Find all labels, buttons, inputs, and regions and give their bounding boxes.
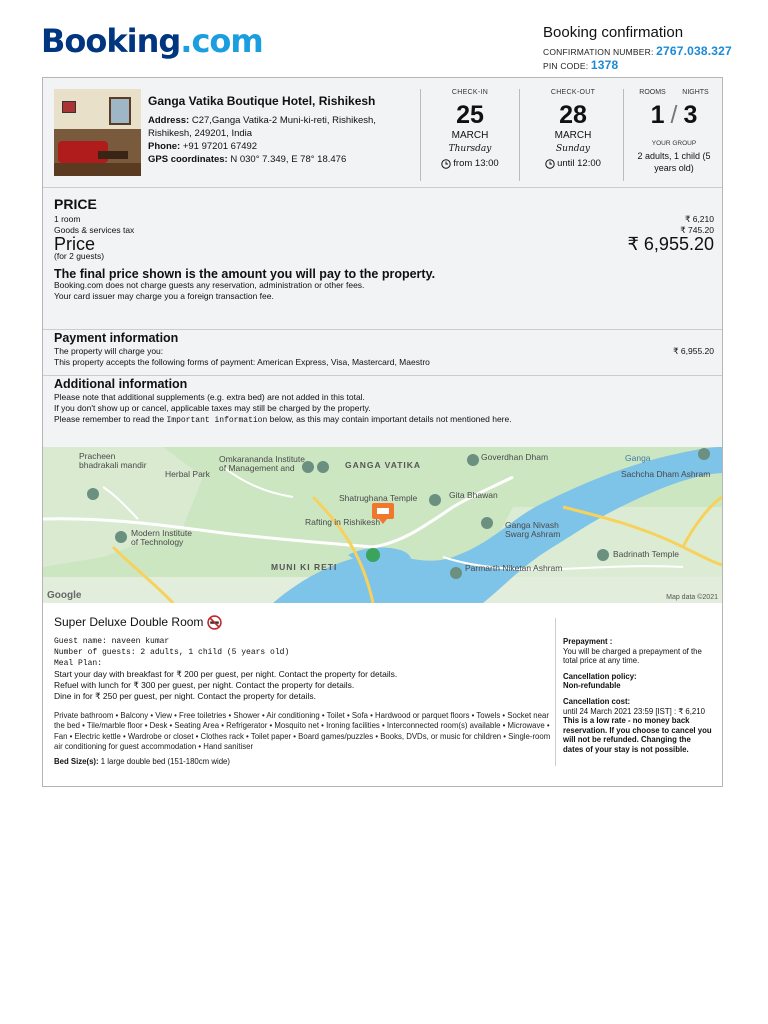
room-price-label: 1 room <box>54 214 81 224</box>
cancellation-cost-text: until 24 March 2021 23:59 [IST] : ₹ 6,210 <box>563 706 705 716</box>
divider <box>519 89 520 181</box>
guest-count: Number of guests: 2 adults, 1 child (5 years old) <box>54 647 290 657</box>
map-label: GANGA VATIKA <box>345 460 422 470</box>
additional-line-1: Please note that additional supplements (e.g. extra bed) are not added in this total. <box>54 392 365 402</box>
map-label: of Technology <box>131 537 184 547</box>
logo-dot: . <box>180 22 192 60</box>
clock-icon <box>441 159 451 169</box>
bed-size-value: 1 large double bed (151-180cm wide) <box>100 757 230 767</box>
check-out-label: CHECK-OUT <box>550 89 596 96</box>
booking-logo <box>41 22 263 60</box>
meal-dinner: Dine in for ₹ 250 per guest, per night. Contact the property for details. <box>54 690 316 701</box>
additional-line-3 <box>54 414 714 426</box>
map-label: Shatrughana Temple <box>339 493 418 503</box>
payment-section <box>54 333 714 368</box>
map-label: Parmarth Niketan Ashram <box>465 563 563 573</box>
phone-label: Phone: <box>148 141 181 152</box>
clock-icon <box>545 159 555 169</box>
divider <box>420 89 421 181</box>
divider <box>555 618 556 766</box>
gps-value: N 030° 7.349, E 78° 18.476 <box>230 154 347 165</box>
meal-breakfast: Start your day with breakfast for ₹ 200 per guest, per night. Contact the property for details. <box>54 669 398 680</box>
map-label: Swarg Ashram <box>505 529 561 539</box>
payment-heading: Payment information <box>54 331 179 345</box>
nights-count: 3 <box>683 101 698 129</box>
hotel-gps <box>148 153 408 166</box>
map-label: Gita Bhawan <box>449 490 498 500</box>
confirmation-number-line <box>543 44 732 58</box>
cancellation-cost-label: Cancellation cost: <box>563 696 631 706</box>
divider <box>623 89 624 181</box>
final-price-heading: The final price shown is the amount you will pay to the property. <box>54 267 436 281</box>
check-out-block <box>535 89 611 169</box>
prepayment-label: Prepayment : <box>563 637 613 646</box>
map-label: Ganga <box>625 453 651 463</box>
booking-summary-panel <box>43 78 722 447</box>
nights-label: NIGHTS <box>682 89 709 96</box>
cancellation-policy-label: Cancellation policy: <box>563 671 637 681</box>
room-price-value: ₹ 6,210 <box>684 214 714 224</box>
map-label: bhadrakali mandir <box>79 460 147 470</box>
confirmation-number-label: CONFIRMATION NUMBER: <box>543 47 654 57</box>
address-label: Address: <box>148 115 190 126</box>
hotel-photo <box>54 89 141 176</box>
phone-value: +91 97201 67492 <box>182 141 258 152</box>
charge-label: The property will charge you: <box>54 346 164 356</box>
hotel-phone <box>148 140 408 153</box>
room-details <box>54 615 554 768</box>
check-in-time <box>432 158 508 169</box>
google-logo: Google <box>47 590 82 601</box>
map-label: Modern Institute <box>131 528 192 538</box>
hotel-details <box>148 95 408 166</box>
tax-value: ₹ 745.20 <box>680 225 714 235</box>
meal-plan-label: Meal Plan: <box>54 658 103 668</box>
rooms-count: 1 <box>650 101 665 129</box>
map-label: Goverdhan Dham <box>481 452 549 462</box>
confirmation-header <box>543 24 732 72</box>
check-in-weekday: Thursday <box>448 144 492 154</box>
cancellation-policy-value: Non-refundable <box>563 681 621 691</box>
additional-heading: Additional information <box>54 377 188 391</box>
map-attribution: Map data ©2021 <box>666 594 718 601</box>
map-label: of Management and <box>219 463 295 473</box>
additional-line-2: If you don't show up or cancel, applicable taxes may still be charged by the property. <box>54 403 371 413</box>
map-label: Ganga Nivash <box>505 520 559 530</box>
room-title: Super Deluxe Double Room <box>54 615 204 630</box>
section-divider <box>43 375 722 376</box>
additional-line-3-a: Please remember to read the <box>54 414 165 424</box>
price-section <box>54 196 714 302</box>
map-label: MUNI KI RETI <box>271 562 338 572</box>
stay-summary <box>631 89 717 174</box>
check-out-day: 28 <box>559 101 587 129</box>
card-issuer-note: Your card issuer may charge you a foreign transaction fee. <box>54 291 274 301</box>
prepayment-text: You will be charged a prepayment of the total price at any time. <box>563 646 702 666</box>
rooms-nights-separator: / <box>670 101 678 129</box>
confirmation-number: 2767.038.327 <box>656 44 732 58</box>
non-refundable-warning: This is a low rate - no money back reservation. If you choose to cancel you will not be refunded. Changing the dates of your stay is not possible. <box>563 716 712 754</box>
map-label: Herbal Park <box>165 469 210 479</box>
check-in-block <box>432 89 508 169</box>
check-in-day: 25 <box>456 101 484 129</box>
charge-value: ₹ 6,955.20 <box>673 346 714 356</box>
important-information-link[interactable]: Important information <box>166 416 268 425</box>
additional-line-3-c: below, as this may contain important details not mentioned here. <box>269 414 512 424</box>
bed-size-label: Bed Size(s): <box>54 757 99 767</box>
hotel-address <box>148 114 408 140</box>
map-label: Pracheen <box>79 451 116 461</box>
policy-panel <box>563 637 713 761</box>
check-out-time <box>535 158 611 169</box>
no-smoking-icon <box>207 615 222 630</box>
fees-note: Booking.com does not charge guests any reservation, administration or other fees. <box>54 280 365 290</box>
guest-name: Guest name: naveen kumar <box>54 637 170 646</box>
hotel-name: Ganga Vatika Boutique Hotel, Rishikesh <box>148 94 376 108</box>
total-price-value: ₹ 6,955.20 <box>627 234 714 254</box>
bed-size <box>54 757 554 768</box>
location-map[interactable] <box>43 447 722 603</box>
additional-info-section <box>54 379 714 426</box>
group-label: YOUR GROUP <box>651 140 697 147</box>
check-out-month: MARCH <box>554 130 592 141</box>
confirmation-card <box>42 77 723 787</box>
price-heading: PRICE <box>54 196 97 212</box>
check-out-weekday: Sunday <box>556 144 590 154</box>
address-value: C27,Ganga Vatika-2 Muni-ki-reti, Rishikesh, Rishikesh, 249201, India <box>148 115 376 139</box>
tax-label: Goods & services tax <box>54 225 135 235</box>
logo-brand: Booking <box>41 22 181 60</box>
map-label: Omkarananda Institute <box>219 454 305 464</box>
pin-code-label: PIN CODE: <box>543 61 589 71</box>
check-in-time-text: from 13:00 <box>453 158 499 169</box>
check-out-time-text: until 12:00 <box>557 158 601 169</box>
total-price-label: Price <box>54 234 96 254</box>
pin-code: 1378 <box>590 58 619 72</box>
check-in-month: MARCH <box>451 130 489 141</box>
map-label: Sachcha Dham Ashram <box>621 469 711 479</box>
logo-tld: com <box>191 22 263 60</box>
check-in-label: CHECK-IN <box>451 89 489 96</box>
guests-note: (for 2 guests) <box>54 251 105 261</box>
amenities-list: Private bathroom • Balcony • View • Free toiletries • Shower • Air conditioning • Toilet • Sofa • Hardwood or parquet floors • Towels • Socket near the bed • Tile/marble floor • Desk • Seating Area • Refrigerator • Mosquito net • Ironing facilities • Interconnected room(s) available • Microwave • Fan • Electric kettle • Wardrobe or closet • Clothes rack • Toilet paper • Board games/puzzles • Books, DVDs, or music for children • Single-room air conditioning for guest accommodation • Hand sanitiser <box>54 710 551 751</box>
section-divider <box>43 187 722 188</box>
pin-code-line <box>543 58 732 72</box>
group-value: 2 adults, 1 child (5 years old) <box>637 151 711 173</box>
rooms-label: ROOMS <box>639 89 666 96</box>
page-title: Booking confirmation <box>543 24 684 41</box>
map-label: Rafting in Rishikesh <box>305 517 381 527</box>
section-divider <box>43 329 722 330</box>
gps-label: GPS coordinates: <box>148 154 228 165</box>
payment-forms: This property accepts the following forms of payment: American Express, Visa, Mastercard, Maestro <box>54 357 430 367</box>
map-label: Badrinath Temple <box>613 549 679 559</box>
meal-lunch: Refuel with lunch for ₹ 300 per guest, per night. Contact the property for details. <box>54 680 355 691</box>
